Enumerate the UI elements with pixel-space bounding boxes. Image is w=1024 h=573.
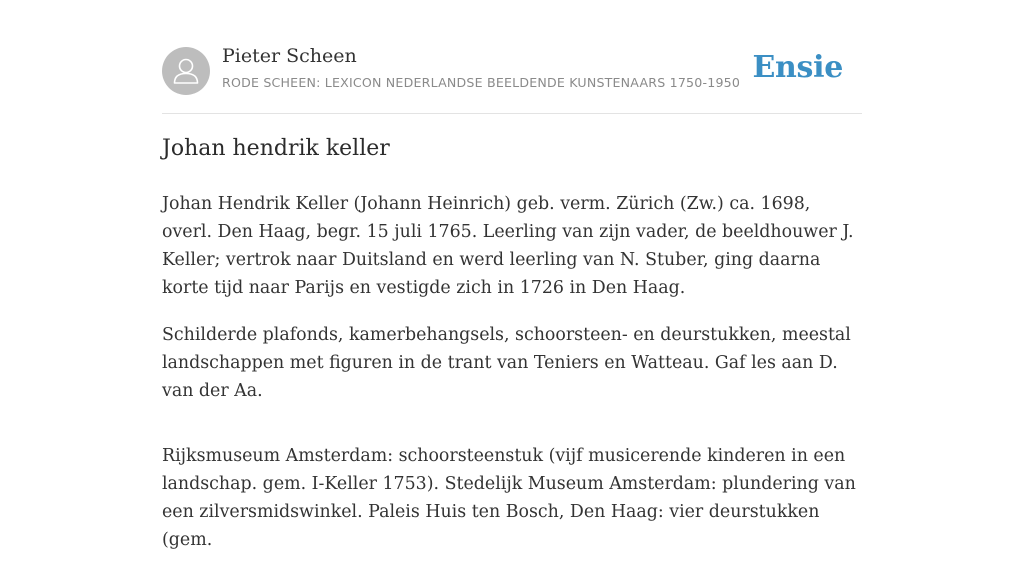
source-title-link[interactable]: RODE SCHEEN: LEXICON NEDERLANDSE BEELDENDE KUNSTENAARS 1750-1950 xyxy=(222,75,741,90)
article-title: Johan hendrik keller xyxy=(162,136,390,161)
article-paragraph-3: Rijksmuseum Amsterdam: schoorsteenstuk (vijf musicerende kinderen in een landschap. gem. I-Keller 1753). Stedelijk Museum Amsterdam: plundering van een zilversmidswinkel. Paleis Huis ten Bosch, Den Haag: vier deurstukken (gem. xyxy=(162,446,856,550)
author-header xyxy=(162,0,862,114)
ensie-logo[interactable]: Ensie xyxy=(752,50,843,85)
article-paragraph-2: Schilderde plafonds, kamerbehangsels, schoorsteen- en deurstukken, meestal landschappen met figuren in de trant van Teniers en Watteau. Gaf les aan D. van der Aa. xyxy=(162,325,851,401)
author-avatar[interactable] xyxy=(162,47,210,95)
author-name-link[interactable]: Pieter Scheen xyxy=(222,45,357,67)
article-paragraph-1: Johan Hendrik Keller (Johann Heinrich) geb. verm. Zürich (Zw.) ca. 1698, overl. Den Haag, begr. 15 juli 1765. Leerling van zijn vader, de beeldhouwer J. Keller; vertrok naar Duitsland en werd leerling van N. Stuber, ging daarna korte tijd naar Parijs en vestigde zich in 1726 in Den Haag. xyxy=(162,194,854,298)
article-body xyxy=(162,190,862,573)
page-container xyxy=(162,0,862,550)
user-silhouette-icon xyxy=(162,47,210,95)
